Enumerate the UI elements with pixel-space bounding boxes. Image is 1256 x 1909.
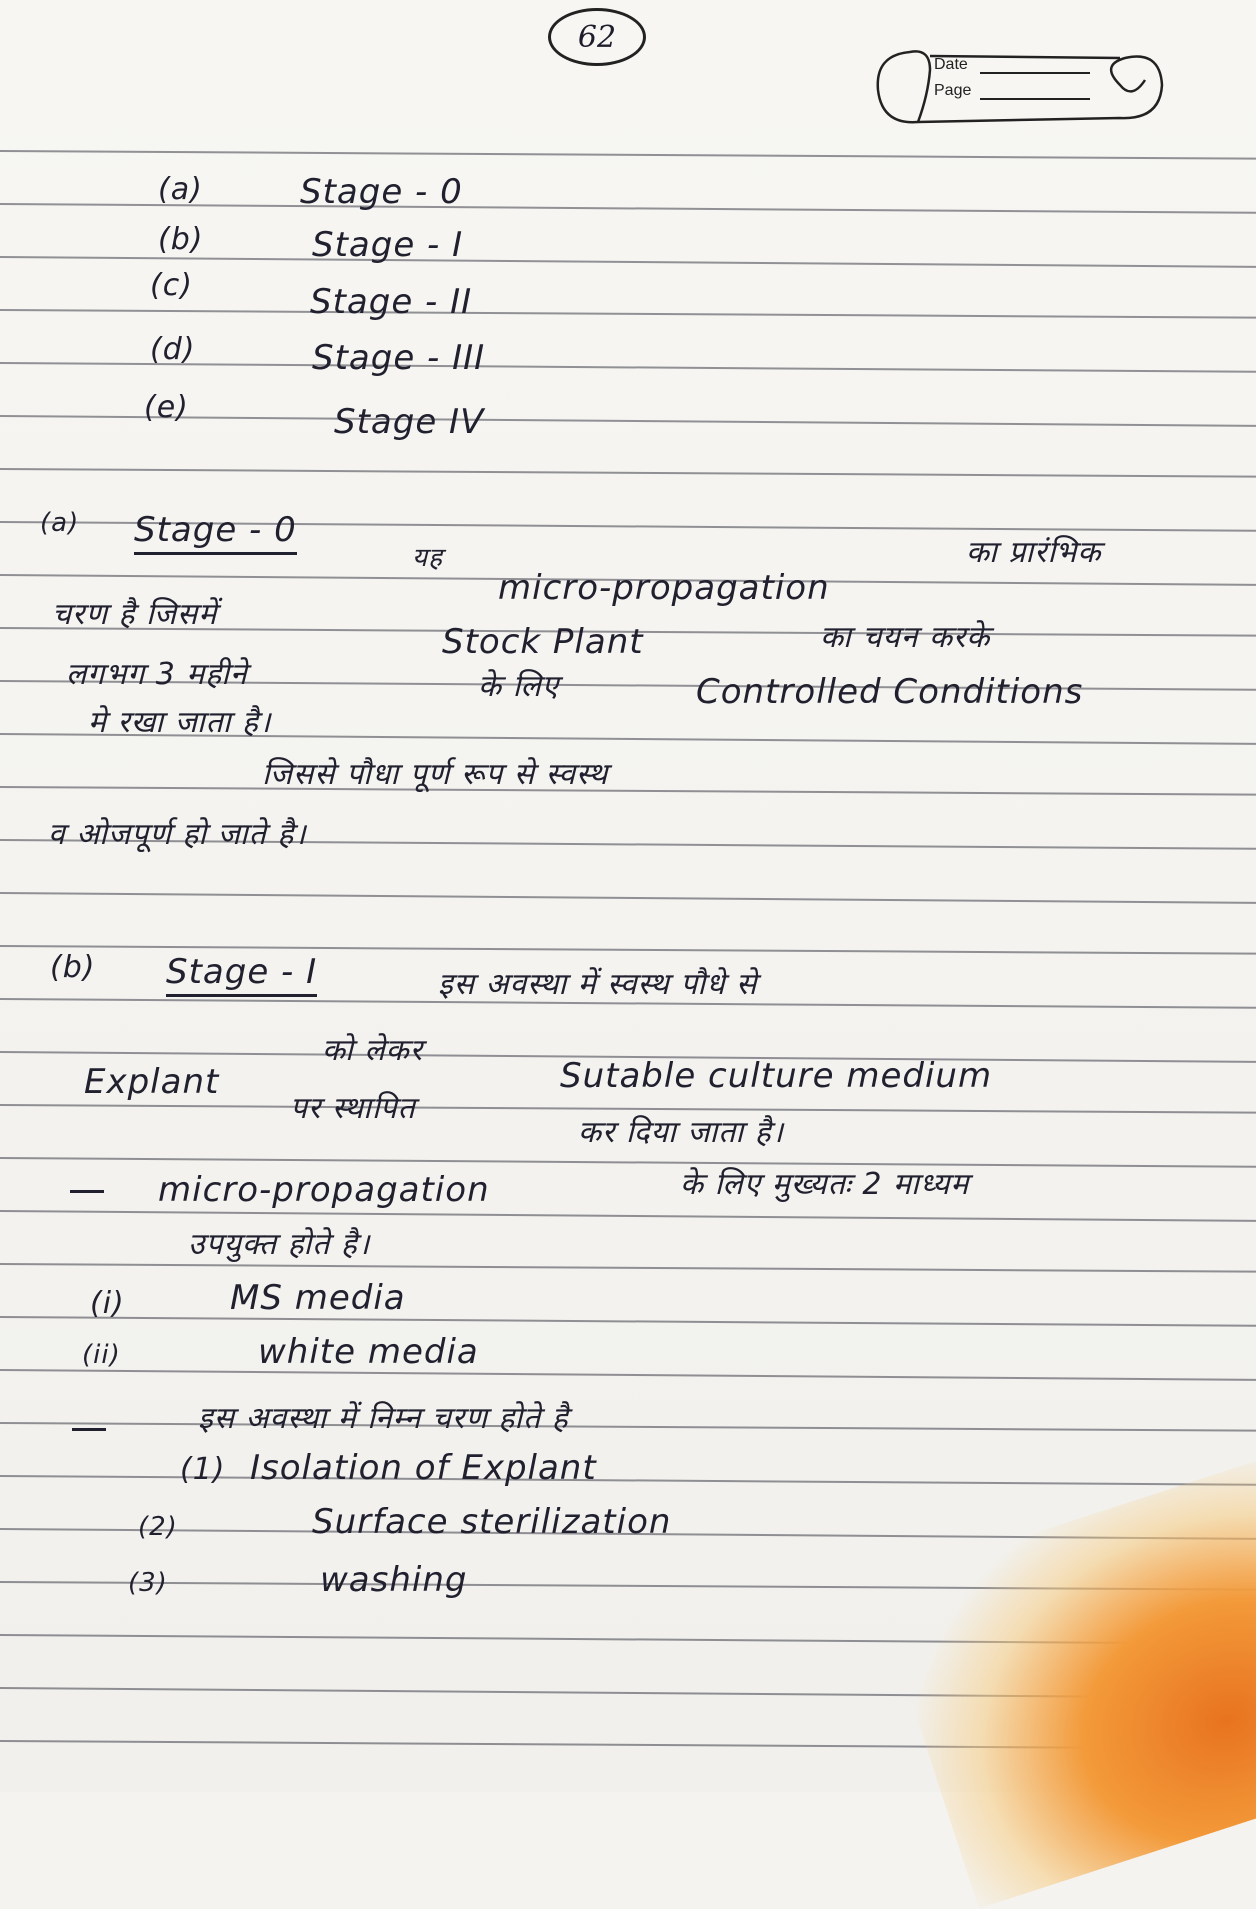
text-line: लगभग 3 महीने xyxy=(66,657,248,692)
list-item: Surface sterilization xyxy=(312,1502,672,1542)
text-line: micro-propagation xyxy=(158,1170,490,1210)
ruled-line xyxy=(0,1210,1256,1222)
date-label: Date xyxy=(934,56,968,73)
scroll-frame-icon xyxy=(870,40,1170,140)
orange-stain xyxy=(874,1455,1256,1908)
text-line: Explant xyxy=(84,1062,220,1102)
text-line: के लिए मुख्यतः 2 माध्यम xyxy=(680,1167,970,1202)
list-item: Stage - 0 xyxy=(300,172,463,212)
list-item: Stage IV xyxy=(334,402,485,442)
list-marker: (d) xyxy=(150,332,196,367)
ruled-line xyxy=(0,468,1256,478)
text-line: व ओजपूर्ण हो जाते है। xyxy=(48,817,307,852)
list-marker: (i) xyxy=(90,1286,125,1321)
text-line: उपयुक्त होते है। xyxy=(188,1227,371,1262)
ruled-line xyxy=(0,892,1256,904)
list-marker: (3) xyxy=(128,1568,168,1598)
list-marker: (a) xyxy=(158,172,203,207)
section-heading: Stage - 0 xyxy=(134,510,297,555)
list-item: Stage - III xyxy=(312,338,486,378)
ruled-line xyxy=(0,1422,1256,1432)
text-line: को लेकर xyxy=(322,1033,423,1068)
dash-bullet xyxy=(72,1428,106,1431)
ruled-line xyxy=(0,1316,1256,1327)
section-heading: Stage - I xyxy=(166,952,317,997)
text-line: के लिए xyxy=(478,669,560,704)
list-marker: (ii) xyxy=(82,1340,121,1370)
text-line: Stock Plant xyxy=(442,622,644,662)
text-line: कर दिया जाता है। xyxy=(578,1115,784,1150)
dash-bullet xyxy=(70,1190,104,1193)
ruled-line xyxy=(0,256,1256,268)
list-marker: (b) xyxy=(158,222,204,257)
text-line: का चयन करके xyxy=(820,620,991,655)
list-item: Stage - II xyxy=(310,282,473,322)
ruled-line xyxy=(0,150,1256,160)
date-page-box xyxy=(870,40,1170,140)
text-line: यह xyxy=(412,543,443,573)
text-line: मे रखा जाता है। xyxy=(88,705,272,740)
section-marker: (b) xyxy=(50,950,96,985)
page-line xyxy=(980,98,1090,100)
page-label: Page xyxy=(934,82,972,99)
text-line: इस अवस्था में निम्न चरण होते है xyxy=(198,1401,569,1436)
text-line: जिससे पौधा पूर्ण रूप से स्वस्थ xyxy=(262,757,609,792)
text-line: Sutable culture medium xyxy=(560,1056,993,1096)
ruled-line xyxy=(0,309,1256,319)
ruled-line xyxy=(0,786,1256,796)
list-item: Isolation of Explant xyxy=(250,1448,597,1488)
list-marker: (c) xyxy=(150,268,193,303)
section-marker: (a) xyxy=(40,508,80,538)
text-line: Controlled Conditions xyxy=(696,672,1084,712)
list-item: white media xyxy=(258,1332,479,1372)
text-line: इस अवस्था में स्वस्थ पौधे से xyxy=(438,967,758,1002)
list-marker: (1) xyxy=(180,1452,226,1487)
text-line: micro-propagation xyxy=(498,568,830,608)
list-item: washing xyxy=(320,1560,468,1600)
text-line: चरण है जिसमें xyxy=(52,597,218,632)
list-item: MS media xyxy=(230,1278,406,1318)
list-marker: (e) xyxy=(144,390,189,425)
text-line: पर स्थापित xyxy=(290,1091,416,1126)
date-line xyxy=(980,72,1090,74)
page-number: 62 xyxy=(548,8,646,66)
ruled-line xyxy=(0,1263,1256,1273)
list-item: Stage - I xyxy=(312,225,464,265)
ruled-line xyxy=(0,1369,1256,1381)
ruled-line xyxy=(0,1157,1256,1168)
list-marker: (2) xyxy=(138,1512,178,1542)
text-line: का प्रारंभिक xyxy=(966,535,1102,570)
